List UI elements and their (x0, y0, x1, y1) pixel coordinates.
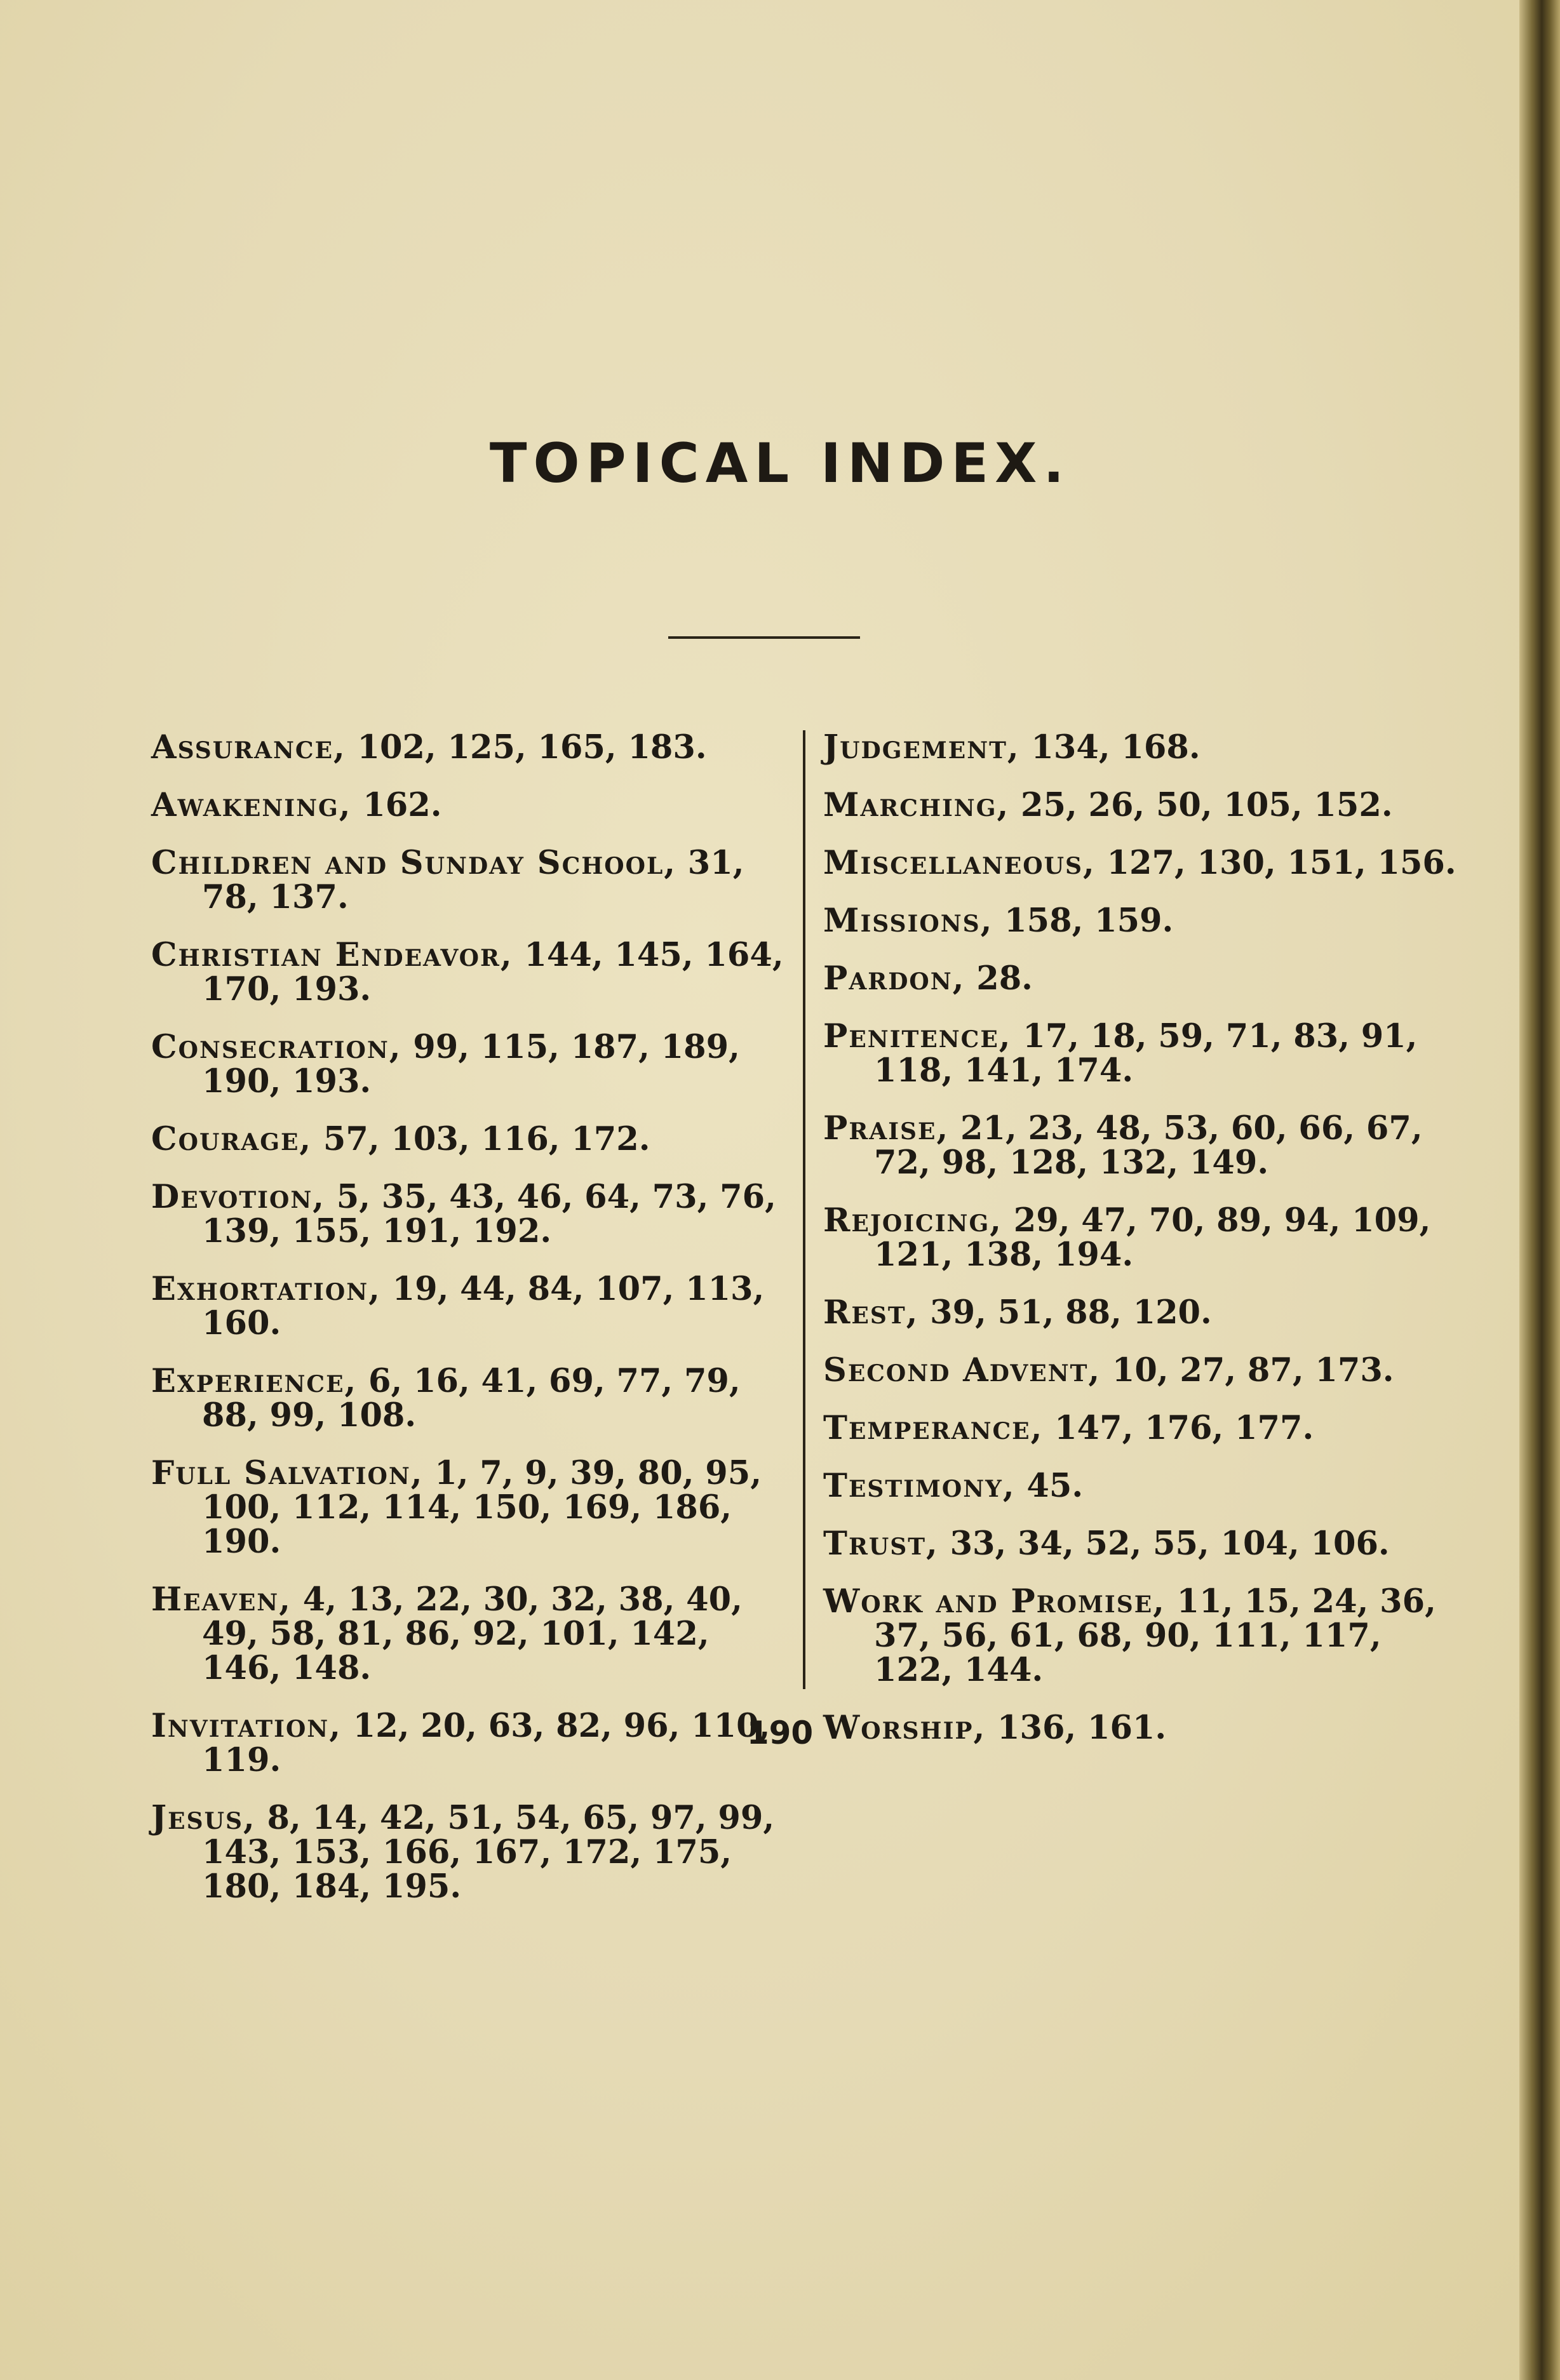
index-topic: Second Advent, (823, 1351, 1101, 1389)
index-topic: Assurance, (151, 728, 346, 766)
index-page-refs: 17, 18, 59, 71, 83, 91, 118, 141, 174. (874, 1017, 1418, 1090)
index-page-refs: 45. (1015, 1467, 1084, 1505)
index-page-refs: 99, 115, 187, 189, 190, 193. (202, 1028, 740, 1100)
index-topic: Exhortation, (151, 1270, 381, 1308)
index-topic: Experience, (151, 1362, 358, 1400)
index-topic: Heaven, (151, 1581, 292, 1619)
index-topic: Pardon, (823, 959, 965, 998)
index-entry (151, 1272, 786, 1340)
index-page-refs: 31, 78, 137. (202, 844, 744, 916)
index-entry (823, 1411, 1458, 1445)
index-topic: Devotion, (151, 1178, 325, 1216)
index-page-refs: 8, 14, 42, 51, 54, 65, 97, 99, 143, 153, 166, 167, 172, 175, 180, 184, 195. (202, 1799, 775, 1906)
index-topic: Worship, (823, 1709, 986, 1747)
index-entry (151, 1030, 786, 1099)
index-topic: Temperance, (823, 1409, 1044, 1447)
index-topic: Penitence, (823, 1017, 1012, 1055)
index-page-refs: 147, 176, 177. (1043, 1409, 1314, 1447)
index-entry (823, 961, 1458, 996)
index-entry (823, 730, 1458, 765)
index-entry (151, 846, 786, 914)
index-entry (823, 846, 1458, 880)
index-entry (823, 1469, 1458, 1503)
index-topic: Trust, (823, 1525, 939, 1563)
index-page-refs: 57, 103, 116, 172. (312, 1120, 650, 1158)
index-topic: Full Salvation, (151, 1454, 424, 1492)
index-page-refs: 144, 145, 164, 170, 193. (202, 936, 784, 1008)
index-topic: Consecration, (151, 1028, 402, 1066)
title-rule (668, 636, 860, 639)
index-page-refs: 33, 34, 52, 55, 104, 106. (938, 1525, 1390, 1563)
index-topic: Rest, (823, 1294, 919, 1332)
index-page-refs: 28. (965, 959, 1033, 998)
index-page-refs: 162. (351, 786, 442, 824)
index-page-refs: 6, 16, 41, 69, 77, 79, 88, 99, 108. (202, 1362, 741, 1434)
index-entry (151, 1582, 786, 1685)
index-page-refs: 19, 44, 84, 107, 113, 160. (202, 1270, 765, 1342)
index-page-refs: 134, 168. (1019, 728, 1200, 766)
index-page-refs: 10, 27, 87, 173. (1101, 1351, 1394, 1389)
index-topic: Children and Sunday School, (151, 844, 677, 882)
index-page-refs: 12, 20, 63, 82, 96, 110, 119. (202, 1707, 770, 1779)
index-topic: Rejoicing, (823, 1201, 1002, 1240)
page-edge (1519, 0, 1560, 2380)
index-entry (823, 1584, 1458, 1687)
index-page-refs: 158, 159. (993, 902, 1174, 940)
index-page-refs: 102, 125, 165, 183. (346, 728, 707, 766)
index-entry (823, 1353, 1458, 1387)
page-title: TOPICAL INDEX. (489, 432, 1071, 495)
index-entry (151, 1801, 786, 1904)
index-entry (823, 1111, 1458, 1180)
index-entry (823, 788, 1458, 822)
index-topic: Christian Endeavor, (151, 936, 513, 974)
index-topic: Testimony, (823, 1467, 1016, 1505)
index-column-right (823, 730, 1458, 1768)
index-topic: Courage, (151, 1120, 313, 1158)
index-page-refs: 5, 35, 43, 46, 64, 73, 76, 139, 155, 191, 192. (202, 1178, 776, 1250)
index-topic: Praise, (823, 1109, 950, 1147)
index-topic: Awakening, (151, 786, 352, 824)
index-page-refs: 39, 51, 88, 120. (918, 1294, 1212, 1332)
index-entry (151, 1122, 786, 1156)
index-entry (823, 1295, 1458, 1330)
index-page-refs: 4, 13, 22, 30, 32, 38, 40, 49, 58, 81, 86, 92, 101, 142, 146, 148. (202, 1581, 743, 1687)
index-entry (823, 904, 1458, 938)
index-page-refs: 25, 26, 50, 105, 152. (1009, 786, 1393, 824)
index-topic: Work and Promise, (823, 1582, 1166, 1621)
index-entry (823, 1527, 1458, 1561)
index-page-refs: 136, 161. (986, 1709, 1167, 1747)
index-page-refs: 127, 130, 151, 156. (1095, 844, 1456, 882)
index-topic: Judgement, (823, 728, 1020, 766)
index-entry (151, 788, 786, 822)
index-entry (151, 1364, 786, 1433)
index-topic: Marching, (823, 786, 1010, 824)
index-topic: Missions, (823, 902, 993, 940)
index-entry (151, 938, 786, 1006)
index-entry (823, 1019, 1458, 1088)
index-entry (823, 1203, 1458, 1272)
index-topic: Miscellaneous, (823, 844, 1096, 882)
column-divider (803, 730, 805, 1689)
index-page-refs: 29, 47, 70, 89, 94, 109, 121, 138, 194. (874, 1201, 1431, 1274)
index-page-refs: 21, 23, 48, 53, 60, 66, 67, 72, 98, 128, 132, 149. (874, 1109, 1423, 1182)
index-topic: Jesus, (151, 1799, 256, 1837)
index-page-refs: 11, 15, 24, 36, 37, 56, 61, 68, 90, 111, 117, 122, 144. (874, 1582, 1436, 1689)
index-entry (151, 1180, 786, 1248)
index-entry (151, 1456, 786, 1559)
page-number: 190 (746, 1715, 814, 1751)
index-entry (151, 730, 786, 765)
index-page-refs: 1, 7, 9, 39, 80, 95, 100, 112, 114, 150, 169, 186, 190. (202, 1454, 762, 1561)
index-topic: Invitation, (151, 1707, 342, 1745)
